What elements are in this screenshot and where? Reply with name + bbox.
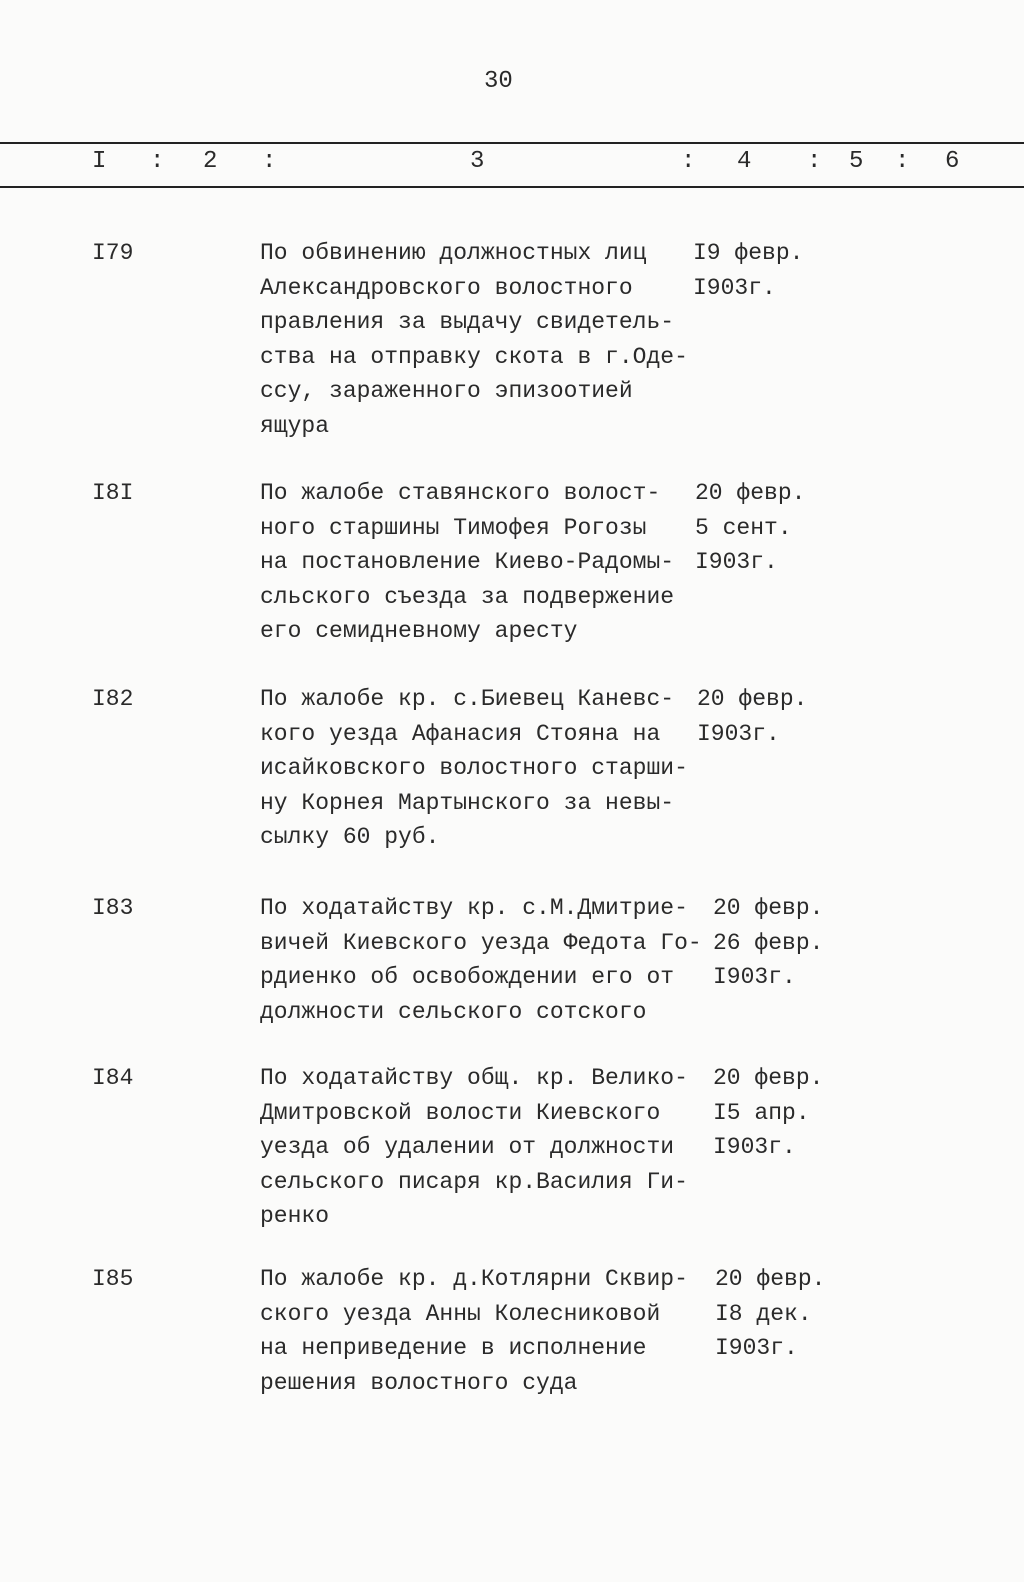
date-line: I903г.	[695, 549, 778, 575]
page-number: 30	[484, 68, 513, 95]
description-line: правления за выдачу свидетель-	[260, 309, 675, 335]
description-line: ного старшины Тимофея Рогозы	[260, 514, 647, 541]
case-description	[260, 1262, 688, 1400]
column-header: I	[92, 148, 107, 175]
description-line: должности сельского сотского	[260, 998, 647, 1025]
column-header: 4	[737, 148, 752, 175]
column-header: 5	[849, 148, 864, 175]
date-line: 20 февр.	[715, 1266, 826, 1292]
description-line: ства на отправку скота в г.Оде-	[260, 343, 688, 370]
description-line: рдиенко об освобождении его от	[260, 964, 675, 990]
column-separator: :	[895, 148, 910, 175]
description-line: ренко	[260, 1203, 330, 1229]
date-line: I903г.	[713, 964, 796, 990]
description-line: Александровского волостного	[260, 274, 633, 301]
description-line: на постановление Киево-Радомы-	[260, 549, 675, 575]
date-line: 20 февр.	[713, 1065, 824, 1091]
case-number: I8I	[92, 480, 134, 506]
description-line: уезда об удалении от должности	[260, 1134, 675, 1160]
case-description	[260, 682, 688, 855]
case-number: I79	[92, 240, 134, 266]
case-description	[260, 1061, 688, 1234]
description-line: ну Корнея Мартынского за невы-	[260, 789, 675, 816]
column-separator: :	[262, 148, 277, 175]
description-line: По жалобе кр. д.Котлярни Сквир-	[260, 1266, 688, 1292]
description-line: ского уезда Анны Колесниковой	[260, 1300, 661, 1327]
date-line: 20 февр.	[713, 895, 824, 921]
description-line: его семидневному аресту	[260, 618, 578, 644]
column-header: 6	[945, 148, 960, 175]
description-line: исайковского волостного старши-	[260, 755, 688, 781]
case-dates	[713, 1061, 823, 1165]
description-line: решения волостного суда	[260, 1369, 578, 1396]
description-line: вичей Киевского уезда Федота Го-	[260, 929, 702, 956]
case-number: I82	[92, 686, 134, 712]
case-number: I85	[92, 1266, 134, 1292]
description-line: По ходатайству кр. с.М.Дмитрие-	[260, 895, 688, 921]
date-line: I903г.	[713, 1134, 796, 1160]
date-line: 20 февр.	[695, 480, 806, 506]
date-line: I5 апр.	[713, 1099, 810, 1126]
description-line: ссу, зараженного эпизоотией	[260, 378, 633, 404]
case-description	[260, 476, 674, 649]
description-line: По жалобе ставянского волост-	[260, 480, 661, 506]
case-dates	[695, 476, 805, 580]
description-line: сельского писаря кр.Василия Ги-	[260, 1168, 688, 1195]
description-line: По жалобе кр. с.Биевец Каневс-	[260, 686, 675, 712]
case-dates	[693, 236, 803, 305]
description-line: По обвинению должностных лиц	[260, 240, 647, 266]
date-line: I903г.	[697, 720, 780, 747]
header-rule-top	[0, 142, 1024, 144]
date-line: I903г.	[693, 274, 776, 301]
case-number: I83	[92, 895, 134, 921]
description-line: По ходатайству общ. кр. Велико-	[260, 1065, 688, 1091]
case-dates	[697, 682, 807, 751]
case-description	[260, 891, 702, 1029]
description-line: сльского съезда за подвержение	[260, 583, 675, 610]
case-dates	[713, 891, 823, 995]
case-number: I84	[92, 1065, 134, 1091]
date-line: I9 февр.	[693, 240, 804, 266]
column-separator: :	[807, 148, 822, 175]
column-separator: :	[150, 148, 165, 175]
description-line: на неприведение в исполнение	[260, 1335, 647, 1361]
date-line: 26 февр.	[713, 929, 824, 956]
date-line: 20 февр.	[697, 686, 808, 712]
column-header: 3	[470, 148, 485, 175]
date-line: I8 дек.	[715, 1300, 812, 1327]
column-separator: :	[681, 148, 696, 175]
date-line: I903г.	[715, 1335, 798, 1361]
case-dates	[715, 1262, 825, 1366]
case-description	[260, 236, 688, 443]
column-header: 2	[203, 148, 218, 175]
description-line: сылку 60 руб.	[260, 824, 440, 850]
description-line: Дмитровской волости Киевского	[260, 1099, 661, 1126]
header-rule-bottom	[0, 186, 1024, 188]
date-line: 5 сент.	[695, 514, 792, 541]
description-line: кого уезда Афанасия Стояна на	[260, 720, 661, 747]
description-line: ящура	[260, 412, 330, 439]
